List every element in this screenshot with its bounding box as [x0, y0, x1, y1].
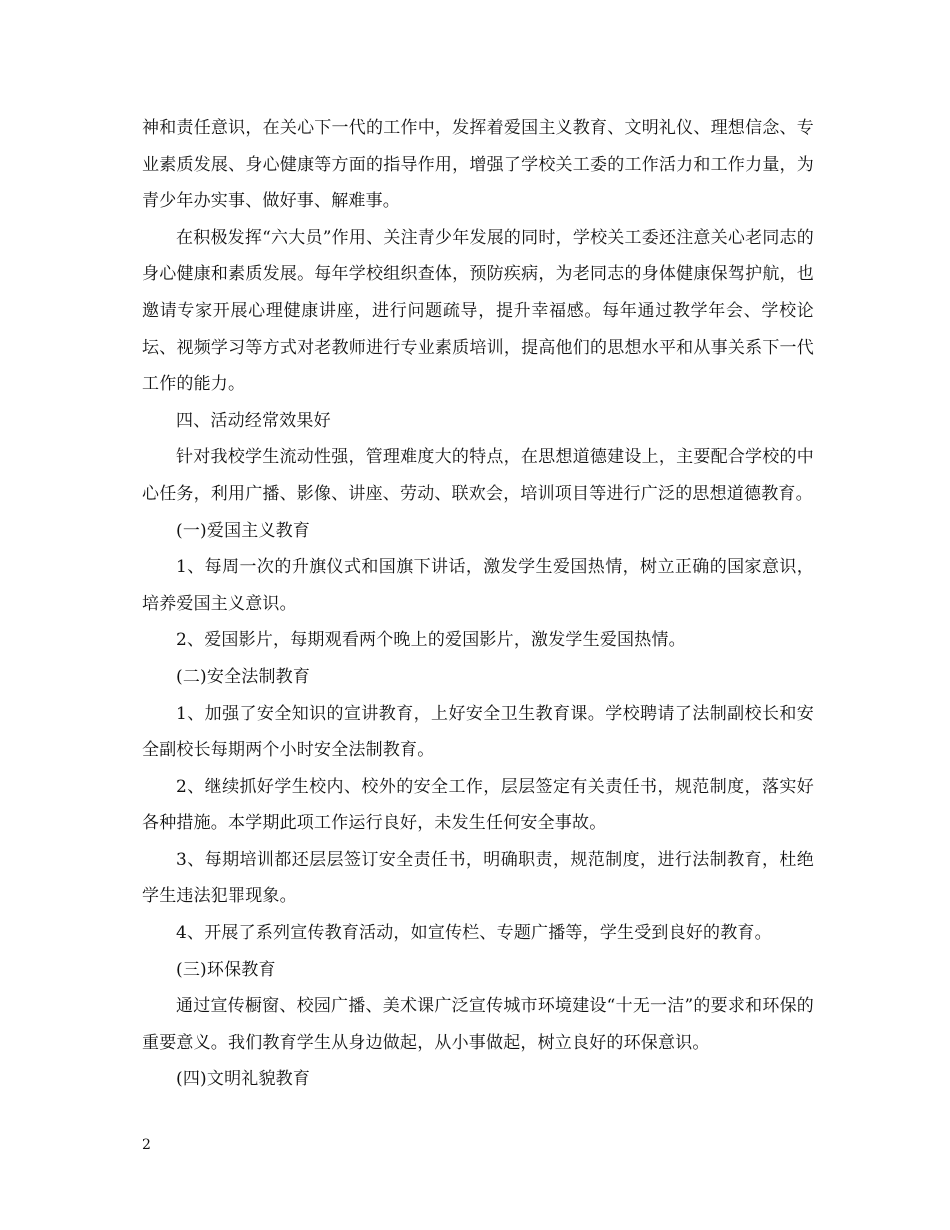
paragraph: 在积极发挥“六大员”作用、关注青少年发展的同时，学校关工委还注意关心老同志的身心健康和素质发展。每年学校组织查体，预防疾病，为老同志的身体健康保驾护航，也邀请专家开展心理健康讲座，进行问题疏导，提升幸福感。每年通过教学年会、学校论坛、视频学习等方式对老教师进行专业素质培训，提高他们的思想水平和从事关系下一代工作的能力。 [142, 227, 814, 395]
subsection-heading: (一)爱国主义教育 [176, 520, 311, 541]
page-number: 2 [142, 1137, 151, 1153]
list-item: 4、开展了系列宣传教育活动，如宣传栏、专题广播等，学生受到良好的教育。 [176, 923, 772, 944]
list-item: 3、每期培训都还层层签订安全责任书，明确职责，规范制度，进行法制教育，杜绝学生违法犯罪现象。 [142, 849, 814, 907]
list-item: 1、加强了安全知识的宣讲教育，上好安全卫生教育课。学校聘请了法制副校长和安全副校长每期两个小时安全法制教育。 [142, 703, 814, 761]
subsection-heading: (三)环保教育 [176, 959, 276, 980]
list-item: 1、每周一次的升旗仪式和国旗下讲话，激发学生爱国热情，树立正确的国家意识，培养爱国主义意识。 [142, 557, 814, 614]
list-item: 2、继续抓好学生校内、校外的安全工作，层层签定有关责任书，规范制度，落实好各种措施。本学期此项工作运行良好，未发生任何安全事故。 [142, 776, 814, 834]
paragraph: 神和责任意识，在关心下一代的工作中，发挥着爱国主义教育、文明礼仪、理想信念、专业素质发展、身心健康等方面的指导作用，增强了学校关工委的工作活力和工作力量，为青少年办实事、做好事、解难事。 [142, 118, 814, 212]
section-heading: 四、活动经常效果好 [176, 410, 331, 431]
list-item: 2、爱国影片，每期观看两个晚上的爱国影片，激发学生爱国热情。 [176, 630, 686, 651]
subsection-heading: (二)安全法制教育 [176, 666, 311, 687]
paragraph: 针对我校学生流动性强，管理难度大的特点，在思想道德建设上，主要配合学校的中心任务，利用广播、影像、讲座、劳动、联欢会，培训项目等进行广泛的思想道德教育。 [142, 447, 814, 504]
paragraph: 通过宣传橱窗、校园广播、美术课广泛宣传城市环境建设“十无一洁”的要求和环保的重要意义。我们教育学生从身边做起，从小事做起，树立良好的环保意识。 [142, 996, 814, 1053]
document-body [142, 110, 814, 1098]
subsection-heading: (四)文明礼貌教育 [176, 1069, 311, 1090]
